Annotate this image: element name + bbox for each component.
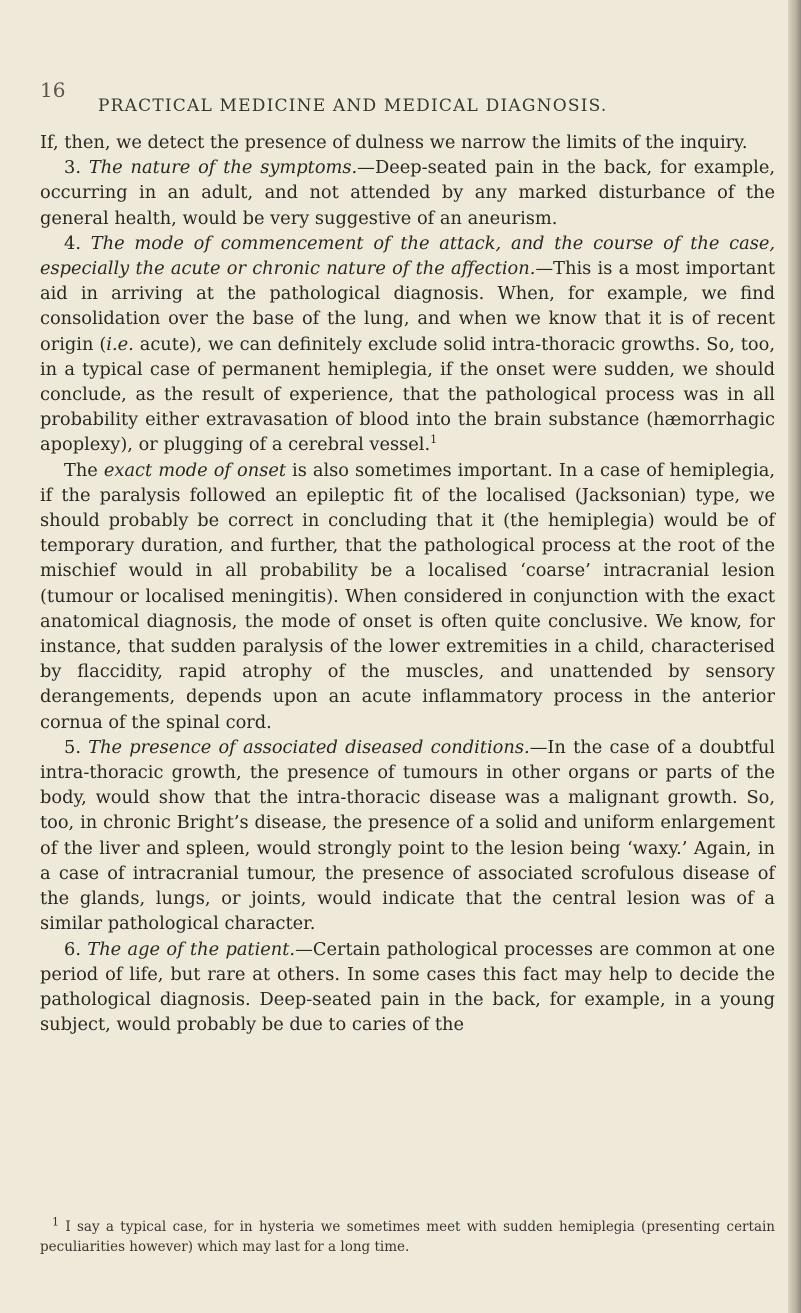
footnote: $^1$ I say a typical case, for in hysteria we sometimes meet with sudden hemiplegia (presenting certain peculiarities however) which may last for a long time.	[40, 1215, 775, 1255]
paragraph-commencement: 4. The mode of commencement of the attack, and the course of the case, especially the acute or chronic nature of the affection.—This is a most important aid in arriving at the pathological diagnosis. When, for example, we find consolidation over the base of the lung, and when we know that it is of recent origin (i.e. acute), we can definitely exclude solid intra-thoracic growths. So, too, in a typical case of permanent hemiplegia, if the onset were sudden, we should conclude, as the result of experience, that the pathological process was in all probability either extravasation of blood into the brain substance (hæmorrhagic apoplexy), or plugging of a cerebral vessel.$^1$	[40, 232, 775, 456]
paragraph-dulness: If, then, we detect the presence of dulness we narrow the limits of the inquiry.	[40, 132, 748, 153]
footnotes	[40, 1217, 775, 1257]
paragraph-symptoms: 3. The nature of the symptoms.—Deep-seated pain in the back, for example, occurring in an adult, and not attended by any marked disturbance of the general health, would be very suggestive of an aneurism.	[40, 157, 775, 229]
page-number: 16	[40, 78, 66, 102]
footnote-reference: 1	[430, 433, 438, 447]
section-heading: The presence of associated diseased conditions.	[88, 736, 530, 758]
section-heading: exact mode of onset	[103, 459, 286, 481]
book-gutter-edge	[788, 0, 801, 1313]
paragraph-age: 6. The age of the patient.—Certain pathological processes are common at one period of life, but rare at others. In some cases this fact may help to decide the pathological diagnosis. Deep-seated pain in the back, for example, in a young subject, would probably be due to caries of the	[40, 938, 775, 1036]
footnote-mark: 1	[52, 1215, 59, 1229]
running-title: PRACTICAL MEDICINE AND MEDICAL DIAGNOSIS.	[98, 96, 608, 116]
section-heading: The age of the patient.	[87, 938, 296, 960]
paragraph-associated: 5. The presence of associated diseased conditions.—In the case of a doubtful intra-thoracic growth, the presence of tumours in other organs or parts of the body, would show that the intra-thoracic disease was a malignant growth. So, too, in chronic Bright’s disease, the presence of a solid and uniform enlargement of the liver and spleen, would strongly point to the lesion being ‘waxy.’ Again, in a case of intracranial tumour, the presence of associated scrofulous disease of the glands, lungs, or joints, would indicate that the central lesion was of a similar pathological character.	[40, 736, 775, 935]
section-heading: The mode of commencement of the attack, and the course of the case, especially the acute or chronic nature of the affection.	[40, 232, 775, 280]
paragraph-onset: The exact mode of onset is also sometimes important. In a case of hemiplegia, if the paralysis followed an epileptic fit of the localised (Jacksonian) type, we should probably be correct in concluding that it (the hemiplegia) would be of temporary duration, and further, that the pathological process at the root of the mischief would in all probability be a localised ‘coarse’ intracranial lesion (tumour or localised meningitis). When considered in conjunction with the exact anatomical diagnosis, the mode of onset is often quite conclusive. We know, for instance, that sudden paralysis of the lower extremities in a child, characterised by flaccidity, rapid atrophy of the muscles, and unattended by sensory derangements, depends upon an acute inflammatory process in the anterior cornua of the spinal cord.	[40, 459, 775, 733]
body-text	[40, 130, 775, 1037]
section-heading: The nature of the symptoms.	[88, 157, 358, 179]
